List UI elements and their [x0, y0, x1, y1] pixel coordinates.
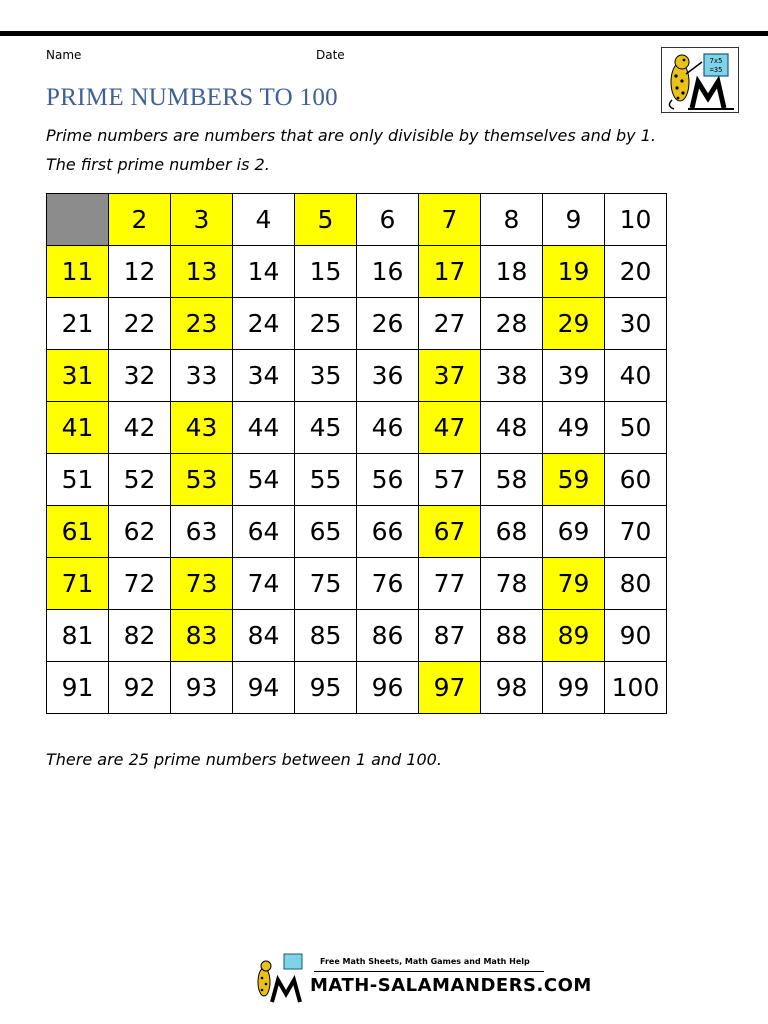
- grid-cell: 57: [419, 454, 481, 506]
- grid-cell: 85: [295, 610, 357, 662]
- grid-cell: 27: [419, 298, 481, 350]
- grid-cell: 63: [171, 506, 233, 558]
- grid-row: [47, 454, 667, 506]
- grid-cell: 38: [481, 350, 543, 402]
- grid-cell: 6: [357, 194, 419, 246]
- grid-cell: 54: [233, 454, 295, 506]
- grid-cell-prime: 61: [47, 506, 109, 558]
- grid-cell: 16: [357, 246, 419, 298]
- page-title: PRIME NUMBERS TO 100: [46, 84, 338, 111]
- grid-cell: 90: [605, 610, 667, 662]
- grid-cell: 18: [481, 246, 543, 298]
- grid-cell: 60: [605, 454, 667, 506]
- grid-row: [47, 350, 667, 402]
- grid-cell: 94: [233, 662, 295, 714]
- grid-cell: 32: [109, 350, 171, 402]
- grid-row: [47, 194, 667, 246]
- grid-cell: 33: [171, 350, 233, 402]
- grid-cell: 34: [233, 350, 295, 402]
- grid-cell: 58: [481, 454, 543, 506]
- grid-cell: 12: [109, 246, 171, 298]
- grid-cell: 70: [605, 506, 667, 558]
- grid-cell: 20: [605, 246, 667, 298]
- grid-cell: 66: [357, 506, 419, 558]
- grid-cell: 81: [47, 610, 109, 662]
- grid-cell-prime: 71: [47, 558, 109, 610]
- grid-cell: 100: [605, 662, 667, 714]
- grid-cell: 84: [233, 610, 295, 662]
- grid-cell-prime: 7: [419, 194, 481, 246]
- grid-cell: 30: [605, 298, 667, 350]
- summary-text: There are 25 prime numbers between 1 and 100.: [46, 750, 442, 769]
- grid-cell-prime: 37: [419, 350, 481, 402]
- footer-brand[interactable]: MATH-SALAMANDERS.COM: [310, 975, 592, 996]
- grid-cell: 39: [543, 350, 605, 402]
- grid-cell: 42: [109, 402, 171, 454]
- grid-cell: 87: [419, 610, 481, 662]
- grid-cell: 10: [605, 194, 667, 246]
- grid-row: [47, 662, 667, 714]
- grid-cell-prime: 59: [543, 454, 605, 506]
- grid-cell: 75: [295, 558, 357, 610]
- prime-number-grid: [46, 193, 667, 714]
- grid-row: [47, 246, 667, 298]
- grid-cell-prime: 53: [171, 454, 233, 506]
- grid-cell: 55: [295, 454, 357, 506]
- grid-cell: 25: [295, 298, 357, 350]
- grid-cell: 35: [295, 350, 357, 402]
- grid-cell-prime: 13: [171, 246, 233, 298]
- grid-cell: 69: [543, 506, 605, 558]
- grid-cell: 76: [357, 558, 419, 610]
- grid-cell-prime: 41: [47, 402, 109, 454]
- grid-cell-prime: 73: [171, 558, 233, 610]
- grid-cell-prime: 97: [419, 662, 481, 714]
- grid-cell: 72: [109, 558, 171, 610]
- footer-logo-icon: [250, 950, 312, 1006]
- grid-cell: 80: [605, 558, 667, 610]
- grid-cell-prime: 3: [171, 194, 233, 246]
- salamander-logo-icon: [661, 47, 739, 113]
- grid-cell-prime: 31: [47, 350, 109, 402]
- grid-cell-prime: 2: [109, 194, 171, 246]
- grid-cell-prime: 83: [171, 610, 233, 662]
- grid-cell: 91: [47, 662, 109, 714]
- grid-cell-prime: 79: [543, 558, 605, 610]
- grid-row: [47, 402, 667, 454]
- grid-cell-prime: 11: [47, 246, 109, 298]
- grid-cell-blank: [47, 194, 109, 246]
- grid-cell: 21: [47, 298, 109, 350]
- grid-cell: 82: [109, 610, 171, 662]
- grid-cell: 48: [481, 402, 543, 454]
- svg-text:=35: =35: [709, 66, 723, 74]
- intro-line-2: The first prime number is 2.: [46, 155, 270, 174]
- footer-tagline: Free Math Sheets, Math Games and Math Help: [320, 957, 530, 966]
- grid-cell-prime: 89: [543, 610, 605, 662]
- grid-cell: 99: [543, 662, 605, 714]
- grid-cell: 46: [357, 402, 419, 454]
- grid-cell: 64: [233, 506, 295, 558]
- grid-cell: 95: [295, 662, 357, 714]
- grid-cell: 65: [295, 506, 357, 558]
- date-label: Date: [316, 48, 345, 62]
- grid-cell: 44: [233, 402, 295, 454]
- grid-row: [47, 610, 667, 662]
- grid-cell: 96: [357, 662, 419, 714]
- grid-cell: 68: [481, 506, 543, 558]
- grid-row: [47, 298, 667, 350]
- grid-cell: 56: [357, 454, 419, 506]
- grid-cell-prime: 5: [295, 194, 357, 246]
- grid-cell: 49: [543, 402, 605, 454]
- grid-cell: 62: [109, 506, 171, 558]
- grid-cell: 50: [605, 402, 667, 454]
- intro-line-1: Prime numbers are numbers that are only divisible by themselves and by 1.: [46, 126, 656, 145]
- grid-cell: 26: [357, 298, 419, 350]
- grid-row: [47, 558, 667, 610]
- grid-cell: 22: [109, 298, 171, 350]
- grid-cell: 9: [543, 194, 605, 246]
- grid-cell: 45: [295, 402, 357, 454]
- grid-cell: 74: [233, 558, 295, 610]
- grid-cell: 98: [481, 662, 543, 714]
- grid-cell: 24: [233, 298, 295, 350]
- grid-cell: 77: [419, 558, 481, 610]
- grid-cell: 36: [357, 350, 419, 402]
- grid-cell: 93: [171, 662, 233, 714]
- grid-cell-prime: 23: [171, 298, 233, 350]
- grid-cell: 92: [109, 662, 171, 714]
- svg-text:7x5: 7x5: [709, 57, 723, 65]
- grid-cell-prime: 29: [543, 298, 605, 350]
- grid-cell: 52: [109, 454, 171, 506]
- footer: [250, 950, 592, 1006]
- footer-rule: [314, 971, 544, 972]
- grid-cell-prime: 17: [419, 246, 481, 298]
- grid-cell: 88: [481, 610, 543, 662]
- grid-cell-prime: 43: [171, 402, 233, 454]
- name-label: Name: [46, 48, 82, 62]
- grid-cell: 51: [47, 454, 109, 506]
- grid-cell: 78: [481, 558, 543, 610]
- grid-cell-prime: 47: [419, 402, 481, 454]
- grid-cell: 15: [295, 246, 357, 298]
- grid-cell: 28: [481, 298, 543, 350]
- grid-cell: 86: [357, 610, 419, 662]
- grid-cell-prime: 19: [543, 246, 605, 298]
- top-rule: [0, 31, 768, 36]
- grid-cell: 14: [233, 246, 295, 298]
- grid-row: [47, 506, 667, 558]
- grid-cell: 4: [233, 194, 295, 246]
- grid-cell: 40: [605, 350, 667, 402]
- grid-body: [47, 194, 667, 714]
- grid-cell-prime: 67: [419, 506, 481, 558]
- grid-cell: 8: [481, 194, 543, 246]
